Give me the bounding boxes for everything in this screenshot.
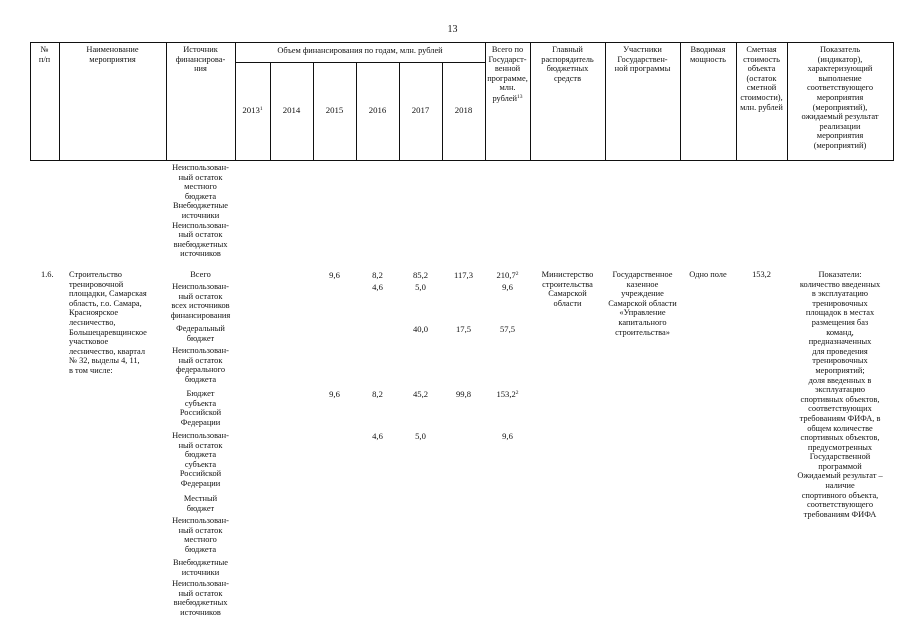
cell-total-2016: 8,2: [372, 270, 383, 280]
cell-unused-all-2017: 5,0: [415, 282, 426, 292]
col-header-year-2017: 2017: [411, 105, 430, 115]
header-top-rule: [30, 42, 894, 43]
header-years-rule: [235, 62, 485, 63]
col-header-total: [485, 45, 530, 104]
item-name: Строительство тренировочной площадки, Самарская область, г.о. Самара, Красноярское лесничество, Большецаревщинское участковое лесничество, квартал № 32, выделы 4, 11, в том числе:: [69, 270, 147, 375]
col-header-estimated-cost: Сметная стоимость объекта (остаток сметной стоимости), млн. рублей: [740, 45, 783, 112]
cell-federal-sum: 57,5: [499, 324, 516, 334]
cell-total-2017: 85,2: [412, 270, 429, 280]
source-row-extrabudget: Внебюджетные источники: [172, 558, 229, 577]
item-estimated-cost: 153,2: [752, 270, 771, 279]
source-row-unused-extrabudget: Неиспользован- ный остаток внебюджетных источников: [172, 579, 229, 617]
cell-total-sum-footnote: 2: [515, 271, 519, 277]
col-header-capacity: Вводимая мощность: [689, 45, 726, 64]
cell-regional-2016: 8,2: [372, 389, 383, 399]
page-number: 13: [447, 24, 458, 35]
col-header-no: № п/п: [38, 45, 51, 64]
source-row-regional: Бюджет субъекта Российской Федерации: [179, 389, 222, 427]
col-header-indicator: Показатель (индикатор), характеризующий выполнение соответствующего мероприятия (мероприятий), ожидаемый результат реализации мероприятия (мероприятий): [801, 45, 879, 150]
item-participants: Государственное казенное учреждение Самарской области «Управление капитального строительства»: [608, 270, 677, 337]
cell-regional-2018: 99,8: [455, 389, 472, 399]
cell-regional-sum-value: 153,2: [496, 389, 516, 399]
header-bottom-rule: [30, 160, 894, 161]
col-header-year-2016: 2016: [368, 105, 387, 115]
item-number: 1.6.: [41, 270, 54, 279]
item-distributor: Министерство строительства Самарской области: [541, 270, 594, 308]
cell-federal-2018: 17,5: [455, 324, 472, 334]
cell-total-2018: 117,3: [453, 270, 474, 280]
col-header-distributor: Главный распорядитель бюджетных средств: [541, 45, 594, 83]
cell-total-2015: 9,6: [329, 270, 340, 280]
cell-regional-2017: 45,2: [412, 389, 429, 399]
source-row-federal: Федеральный бюджет: [176, 324, 225, 343]
col-header-source: Источник финансирова- ния: [175, 45, 226, 74]
cell-federal-2017: 40,0: [412, 324, 429, 334]
cell-unused-all-2016: 4,6: [372, 282, 383, 292]
col-header-year-2013: [235, 105, 270, 115]
source-row-unused-federal: Неиспользован- ный остаток федерального бюджета: [172, 346, 229, 384]
source-row-unused-local: Неиспользован- ный остаток местного бюджета: [172, 516, 229, 554]
table-header: [30, 42, 894, 161]
total-header-text: Всего по Государст- венной программе, млн. рублей: [487, 45, 528, 103]
cell-regional-sum-footnote: 2: [515, 390, 519, 396]
source-row-total: Всего: [190, 270, 211, 279]
col-header-name: Наименование мероприятия: [86, 45, 139, 64]
item-indicator: Показатели: количество введенных в эксплуатацию тренировочных площадок в местах размещения баз команд, предназначенных для проведения тренировочных мероприятий; доля введенных в эксплуатацию спортивных объектов, соответствующих требованиям ФИФА, в общем количестве спортивных объектов, предусмотренных Государственной программой Ожидаемый результат – наличие спортивного объекта, соответствующего требованиям ФИФА: [797, 270, 883, 519]
item-capacity: Одно поле: [689, 270, 727, 279]
col-header-year-2014: 2014: [282, 105, 301, 115]
cell-total-sum: [485, 270, 530, 280]
col-header-volume: Объем финансирования по годам, млн. рублей: [277, 46, 443, 55]
year-2013-label: 2013: [242, 105, 260, 115]
carryover-sources: Неиспользован- ный остаток местного бюджета Внебюджетные источники Неиспользован- ный остаток внебюджетных источников: [172, 163, 229, 259]
year-2013-footnote: 1: [259, 106, 263, 112]
source-row-unused-regional: Неиспользован- ный остаток бюджета субъекта Российской Федерации: [172, 431, 229, 488]
cell-regional-2015: 9,6: [329, 389, 340, 399]
cell-unused-regional-sum: 9,6: [502, 431, 513, 441]
col-header-participants: Участники Государствен- ной программы: [614, 45, 671, 74]
source-row-local: Местный бюджет: [183, 494, 218, 513]
cell-unused-regional-2017: 5,0: [415, 431, 426, 441]
col-header-year-2015: 2015: [325, 105, 344, 115]
cell-unused-regional-2016: 4,6: [372, 431, 383, 441]
total-header-footnote: 13: [517, 93, 523, 100]
source-row-unused-all: Неиспользован- ный остаток всех источников финансирования: [170, 282, 231, 320]
col-header-year-2018: 2018: [454, 105, 473, 115]
cell-total-sum-value: 210,7: [496, 270, 516, 280]
cell-unused-all-sum: 9,6: [502, 282, 513, 292]
cell-regional-sum: [485, 389, 530, 399]
